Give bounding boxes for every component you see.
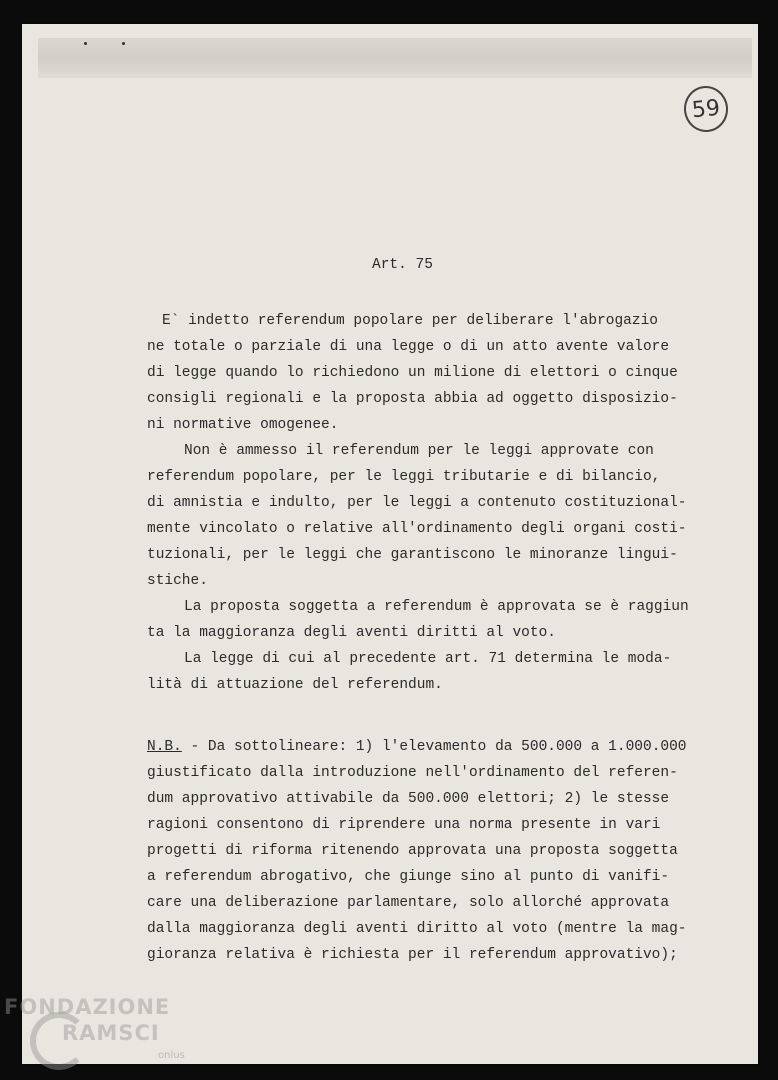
nb-line: dum approvativo attivabile da 500.000 elettori; 2) le stesse — [147, 791, 670, 807]
body-line: ne totale o parziale di una legge o di un atto avente valore — [147, 339, 670, 355]
nb-line: ragioni consentono di riprendere una norma presente in vari — [147, 817, 661, 833]
body-line: di legge quando lo richiedono un milione di elettori o cinque — [147, 365, 678, 381]
body-line: La legge di cui al precedente art. 71 determina le moda- — [184, 651, 672, 667]
body-line: ni normative omogenee. — [147, 417, 339, 433]
nb-line: dalla maggioranza degli aventi diritto al voto (mentre la mag- — [147, 921, 687, 937]
top-scan-band — [38, 38, 752, 78]
nb-line — [147, 738, 687, 756]
nb-line: care una deliberazione parlamentare, solo allorché approvata — [147, 895, 670, 911]
body-line: di amnistia e indulto, per le leggi a contenuto costituzional- — [147, 495, 687, 511]
body-line: ta la maggioranza degli aventi diritti al voto. — [147, 625, 556, 641]
nb-line: giustificato dalla introduzione nell'ordinamento del referen- — [147, 765, 678, 781]
page-number: 59 — [690, 95, 722, 123]
body-line: La proposta soggetta a referendum è approvata se è raggiun — [184, 599, 689, 615]
nb-line: gioranza relativa è richiesta per il referendum approvativo); — [147, 947, 678, 963]
watermark-line2: RAMSCI — [62, 1021, 160, 1045]
body-line: lità di attuazione del referendum. — [147, 677, 443, 693]
nb-label: N.B. — [147, 739, 182, 755]
body-line: E` indetto referendum popolare per deliberare l'abrogazio — [162, 313, 658, 329]
body-line: mente vincolato o relative all'ordinamento degli organi costi- — [147, 521, 687, 537]
nb-text: - Da sottolineare: 1) l'elevamento da 500.000 a 1.000.000 — [181, 739, 687, 755]
watermark-line1: FONDAZIONE — [4, 995, 171, 1019]
speck — [122, 42, 125, 45]
nb-line: progetti di riforma ritenendo approvata una proposta soggetta — [147, 843, 678, 859]
body-line: consigli regionali e la proposta abbia ad oggetto disposizio- — [147, 391, 678, 407]
page-number-stamp — [682, 84, 731, 134]
article-title: Art. 75 — [372, 257, 433, 273]
watermark — [4, 994, 170, 1046]
speck — [84, 42, 87, 45]
body-line: stiche. — [147, 573, 208, 589]
nb-line: a referendum abrogativo, che giunge sino al punto di vanifi- — [147, 869, 670, 885]
watermark-sub: onlus — [158, 1050, 185, 1061]
body-line: Non è ammesso il referendum per le leggi approvate con — [184, 443, 654, 459]
body-line: referendum popolare, per le leggi tributarie e di bilancio, — [147, 469, 661, 485]
body-line: tuzionali, per le leggi che garantiscono le minoranze lingui- — [147, 547, 678, 563]
